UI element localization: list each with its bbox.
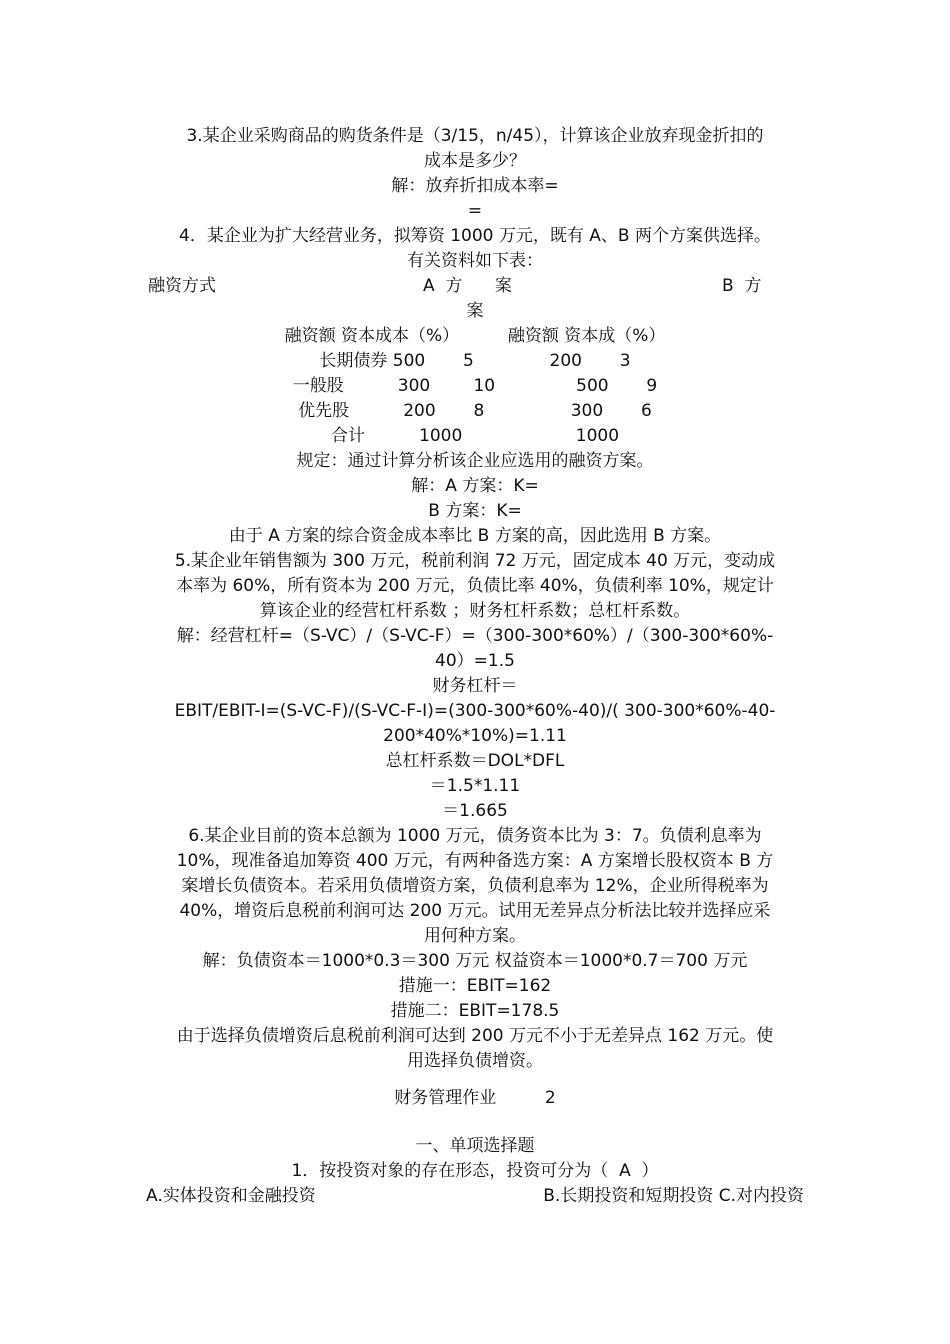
section-heading-single-choice: 一、单项选择题: [415, 1136, 535, 1156]
total-leverage-line3: ＝1.665: [442, 801, 508, 821]
problem-6-question-line4: 40%，增资后息税前利润可达 200 万元。试用无差异点分析法比较并选择应采: [179, 901, 771, 921]
table-row: 一般股 300 10 500 9: [292, 376, 658, 396]
problem-4-question-line2: 有关资料如下表：: [407, 251, 543, 271]
table-row: 优先股 200 8 300 6: [298, 401, 652, 421]
problem-4-requirement: 规定：通过计算分析该企业应选用的融资方案。: [296, 451, 654, 471]
problem-6-conclusion-line2: 用选择负债增资。: [407, 1051, 543, 1071]
problem-3-solution-line1: 解：放弃折扣成本率=: [391, 176, 559, 196]
problem-4-conclusion: 由于 A 方案的综合资金成本率比 B 方案的高，因此选用 B 方案。: [228, 526, 722, 546]
problem-5-question-line2: 本率为 60%，所有资本为 200 万元，负债比率 40%，负债利率 10%，规定计: [176, 576, 774, 596]
question-1: 1．按投资对象的存在形态，投资可分为（ A ）: [291, 1161, 659, 1181]
problem-5-question-line3: 算该企业的经营杠杆系数 ；财务杠杆系数；总杠杆系数。: [259, 601, 691, 621]
problem-6-question-line2: 10%，现准备追加筹资 400 万元，有两种备选方案：A 方案增长股权资本 B 方: [176, 851, 774, 871]
table-header-plan-b-continued: 案: [466, 301, 484, 321]
table-header-plan-a: A 方 案: [423, 276, 512, 296]
problem-3-solution-line2: =: [467, 201, 483, 221]
problem-4-question-line1: 4．某企业为扩大经营业务，拟筹资 1000 万元，既有 A、B 两个方案供选择。: [179, 226, 771, 246]
problem-6-question-line3: 案增长负债资本。若采用负债增资方案，负债利息率为 12%，企业所得税率为: [181, 876, 769, 896]
question-1-option-a: A.实体投资和金融投资: [146, 1186, 316, 1206]
operating-leverage-line1: 解：经营杠杆=（S-VC）/（S-VC-F）=（300-300*60%）/（300-300*60%-: [176, 626, 774, 646]
problem-6-conclusion-line1: 由于选择负债增资后息税前利润可达到 200 万元不小于无差异点 162 万元。使: [176, 1026, 774, 1046]
problem-6-question-line5: 用何种方案。: [424, 926, 526, 946]
problem-4-solution-a: 解：A 方案：K=: [411, 476, 539, 496]
problem-5-question-line1: 5.某企业年销售额为 300 万元，税前利润 72 万元，固定成本 40 万元，变动成: [174, 551, 776, 571]
financial-leverage-line1: 财务杠杆＝: [432, 676, 518, 696]
table-subheader: 融资额 资本成本（%） 融资额 资本成（%）: [284, 326, 666, 346]
total-leverage-line2: ＝1.5*1.11: [429, 776, 521, 796]
problem-6-measure-2: 措施二：EBIT=178.5: [390, 1001, 560, 1021]
homework-2-title: 财务管理作业 2: [394, 1088, 556, 1108]
problem-6-solution-line1: 解：负债资本＝1000*0.3＝300 万元 权益资本＝1000*0.7＝700 万元: [202, 951, 748, 971]
table-row-total: 合计 1000 1000: [330, 426, 620, 446]
financial-leverage-line2: EBIT/EBIT-I=(S-VC-F)/(S-VC-F-I)=(300-300*60%-40)/( 300-300*60%-40-: [174, 701, 776, 721]
problem-6-measure-1: 措施一：EBIT=162: [398, 976, 552, 996]
problem-6-question-line1: 6.某企业目前的资本总额为 1000 万元，债务资本比为 3：7。负债利息率为: [188, 826, 762, 846]
table-row: 长期债券 500 5 200 3: [319, 351, 631, 371]
question-1-options-b-c: B.长期投资和短期投资 C.对内投资: [543, 1186, 804, 1206]
table-header-plan-b: B 方: [722, 276, 762, 296]
problem-3-question-line2: 成本是多少？: [424, 151, 526, 171]
table-header-financing-method: 融资方式: [148, 276, 216, 296]
operating-leverage-line2: 40）=1.5: [435, 651, 515, 671]
problem-3-question-line1: 3.某企业采购商品的购货条件是（3/15，n/45），计算该企业放弃现金折扣的: [186, 126, 764, 146]
financial-leverage-line3: 200*40%*10%)=1.11: [383, 726, 567, 746]
problem-4-solution-b: B 方案：K=: [428, 501, 522, 521]
total-leverage-line1: 总杠杆系数＝DOL*DFL: [385, 751, 565, 771]
